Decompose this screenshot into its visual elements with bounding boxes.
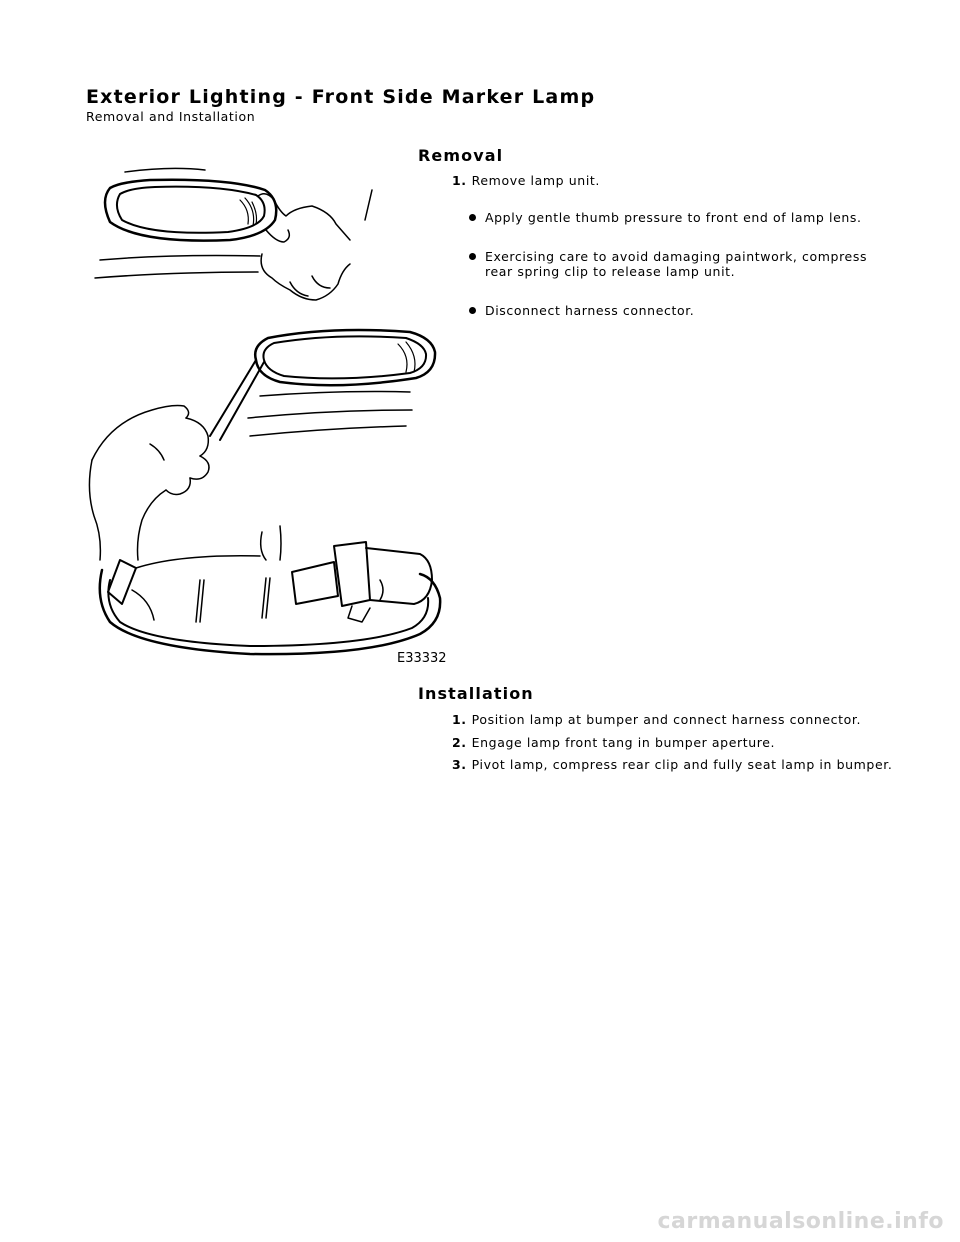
- removal-step-1: [452, 173, 600, 188]
- bullet-text: Disconnect harness connector.: [485, 303, 695, 318]
- step-number: 2.: [452, 735, 467, 750]
- installation-heading: Installation: [418, 684, 534, 703]
- bullet-dot-icon: [469, 253, 476, 260]
- bullet-dot-icon: [469, 214, 476, 221]
- lamp-unit-connector-drawing: [100, 526, 440, 654]
- removal-heading: Removal: [418, 146, 504, 165]
- lamp-removal-illustration: [80, 160, 450, 670]
- installation-step-3: [452, 757, 892, 772]
- step-text: Remove lamp unit.: [471, 173, 600, 188]
- removal-bullet-1: [469, 210, 885, 225]
- page-title: Exterior Lighting - Front Side Marker Lamp: [86, 86, 596, 108]
- removal-bullet-3: [469, 303, 885, 318]
- figure-label: E33332: [397, 651, 447, 666]
- step-number: 3.: [452, 757, 467, 772]
- footer-watermark: carmanualsonline.info: [657, 1209, 944, 1234]
- tool-prying-lamp-drawing: [89, 330, 435, 560]
- bullet-text: Exercising care to avoid damaging paintwork, compress rear spring clip to release lamp unit.: [485, 249, 868, 279]
- step-number: 1.: [452, 712, 467, 727]
- installation-step-1: [452, 712, 861, 727]
- step-text: Position lamp at bumper and connect harness connector.: [471, 712, 862, 727]
- step-text: Pivot lamp, compress rear clip and fully seat lamp in bumper.: [471, 757, 893, 772]
- removal-bullet-2: [469, 249, 885, 279]
- bullet-dot-icon: [469, 307, 476, 314]
- bullet-text: Apply gentle thumb pressure to front end of lamp lens.: [485, 210, 862, 225]
- step-text: Engage lamp front tang in bumper aperture.: [471, 735, 776, 750]
- page-subtitle: Removal and Installation: [86, 109, 256, 124]
- installation-step-2: [452, 735, 775, 750]
- step-number: 1.: [452, 173, 467, 188]
- thumb-pressing-lamp-drawing: [95, 168, 372, 300]
